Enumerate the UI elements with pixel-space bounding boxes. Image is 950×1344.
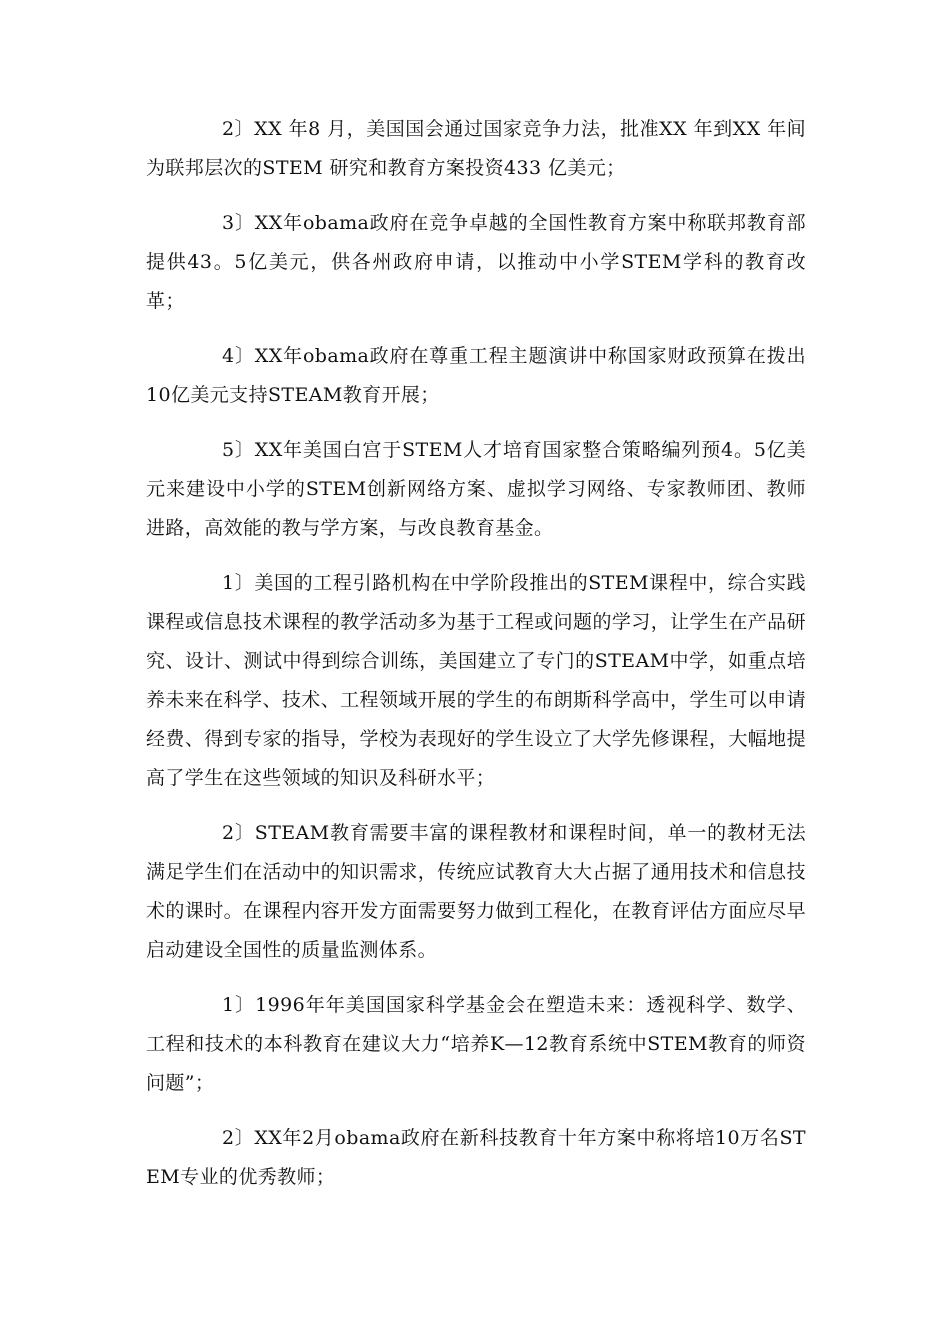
paragraph-4: 5〕XX年美国白宫于STEM人才培育国家整合策略编列预4。5亿美元来建设中小学的STEM创新网络方案、虚拟学习网络、专家教师团、教师进路，高效能的教与学方案，与改良教育基金。 <box>146 439 806 539</box>
paragraph-3: 4〕XX年obama政府在尊重工程主题演讲中称国家财政预算在拨出10亿美元支持STEAM教育开展； <box>146 345 806 406</box>
document-body <box>146 110 806 1213</box>
paragraph-6: 2〕STEAM教育需要丰富的课程教材和课程时间，单一的教材无法满足学生们在活动中的知识需求，传统应试教育大大占据了通用技术和信息技术的课时。在课程内容开发方面需要努力做到工程化，在教育评估方面应尽早启动建设全国性的质量监测体系。 <box>146 822 806 961</box>
paragraph-8: 2〕XX年2月obama政府在新科技教育十年方案中称将培10万名STEM专业的优秀教师； <box>146 1127 806 1188</box>
paragraph-7: 1〕1996年年美国国家科学基金会在塑造未来：透视科学、数学、工程和技术的本科教育在建议大力“培养K—12教育系统中STEM教育的师资问题”； <box>146 994 806 1094</box>
paragraph-5: 1〕美国的工程引路机构在中学阶段推出的STEM课程中，综合实践课程或信息技术课程的教学活动多为基于工程或问题的学习，让学生在产品研究、设计、测试中得到综合训练，美国建立了专门的STEAM中学，如重点培养未来在科学、技术、工程领域开展的学生的布朗斯科学高中，学生可以申请经费、得到专家的指导，学校为表现好的学生设立了大学先修课程，大幅地提高了学生在这些领域的知识及科研水平； <box>146 572 806 789</box>
paragraph-1: 2〕XX 年8 月，美国国会通过国家竞争力法，批准XX 年到XX 年间为联邦层次的STEM 研究和教育方案投资433 亿美元； <box>146 118 806 179</box>
paragraph-2: 3〕XX年obama政府在竞争卓越的全国性教育方案中称联邦教育部提供43。5亿美元，供各州政府申请，以推动中小学STEM学科的教育改革； <box>146 212 806 312</box>
